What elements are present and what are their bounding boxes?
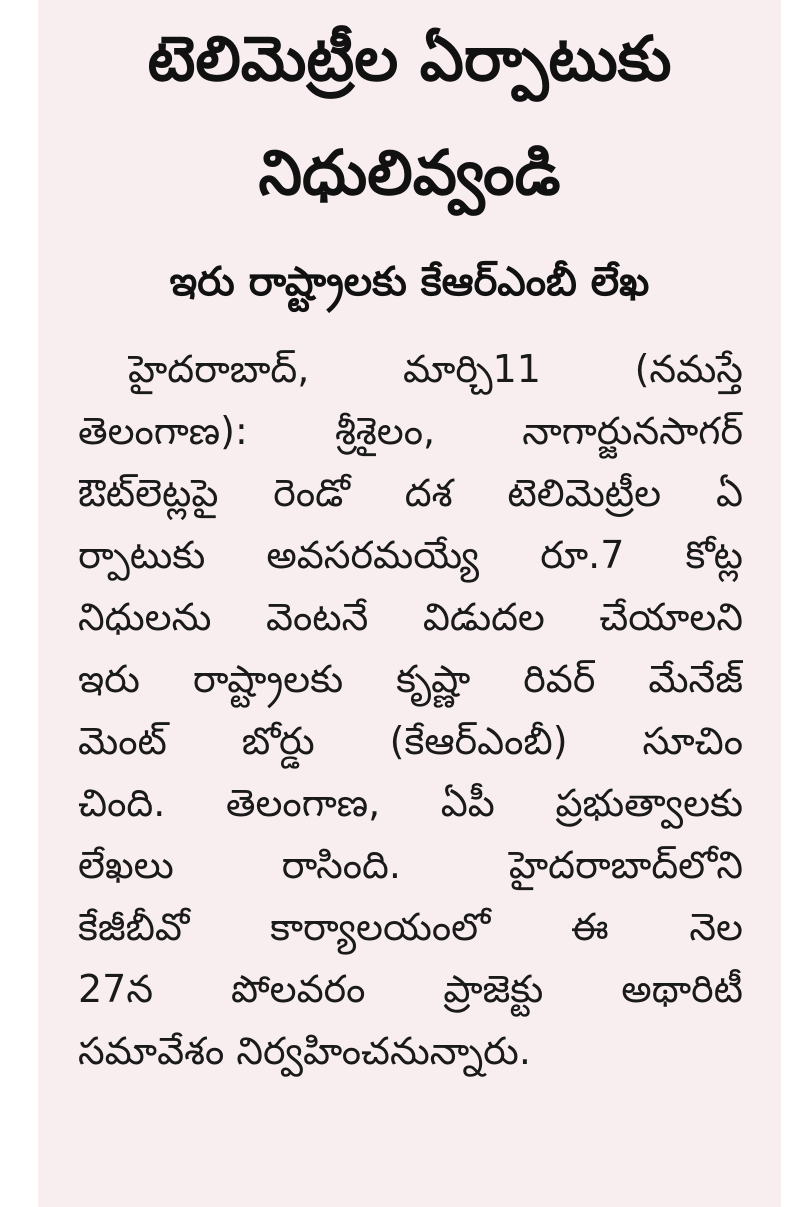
body-line: ఔట్‌లెట్లపై రెండో దశ టెలిమెట్రీల ఏ: [78, 471, 743, 515]
body-line: లేఖలు రాసింది. హైదరాబాద్‌లోని: [78, 843, 743, 887]
newspaper-clipping: [38, 0, 781, 1207]
body-line: సమావేశం నిర్వహించనున్నారు.: [78, 1029, 531, 1073]
body-line: హైదరాబాద్, మార్చి11 (నమస్తే: [128, 347, 743, 391]
subheadline: ఇరు రాష్ట్రాలకు కేఆర్‌ఎంబీ లేఖ: [169, 259, 650, 305]
body-line: మెంట్ బోర్డు (కేఆర్‌ఎంబీ) సూచిం: [78, 719, 743, 763]
body-line: తెలంగాణ): శ్రీశైలం, నాగార్జునసాగర్: [78, 409, 743, 453]
body-line: కేజీబీవో కార్యాలయంలో ఈ నెల: [78, 905, 743, 949]
headline-line-2: నిధులివ్వండి: [258, 136, 561, 209]
body-line: నిధులను వెంటనే విడుదల చేయాలని: [78, 595, 743, 639]
body-line: ర్పాటుకు అవసరమయ్యే రూ.7 కోట్ల: [78, 533, 743, 577]
body-line: చింది. తెలంగాణ, ఏపీ ప్రభుత్వాలకు: [78, 781, 743, 825]
body-line: ఇరు రాష్ట్రాలకు కృష్ణా రివర్ మేనేజ్: [78, 657, 743, 701]
body-line: 27న పోలవరం ప్రాజెక్టు అథారిటీ: [78, 967, 743, 1011]
headline-line-1: టెలిమెట్రీల ఏర్పాటుకు: [147, 22, 672, 95]
